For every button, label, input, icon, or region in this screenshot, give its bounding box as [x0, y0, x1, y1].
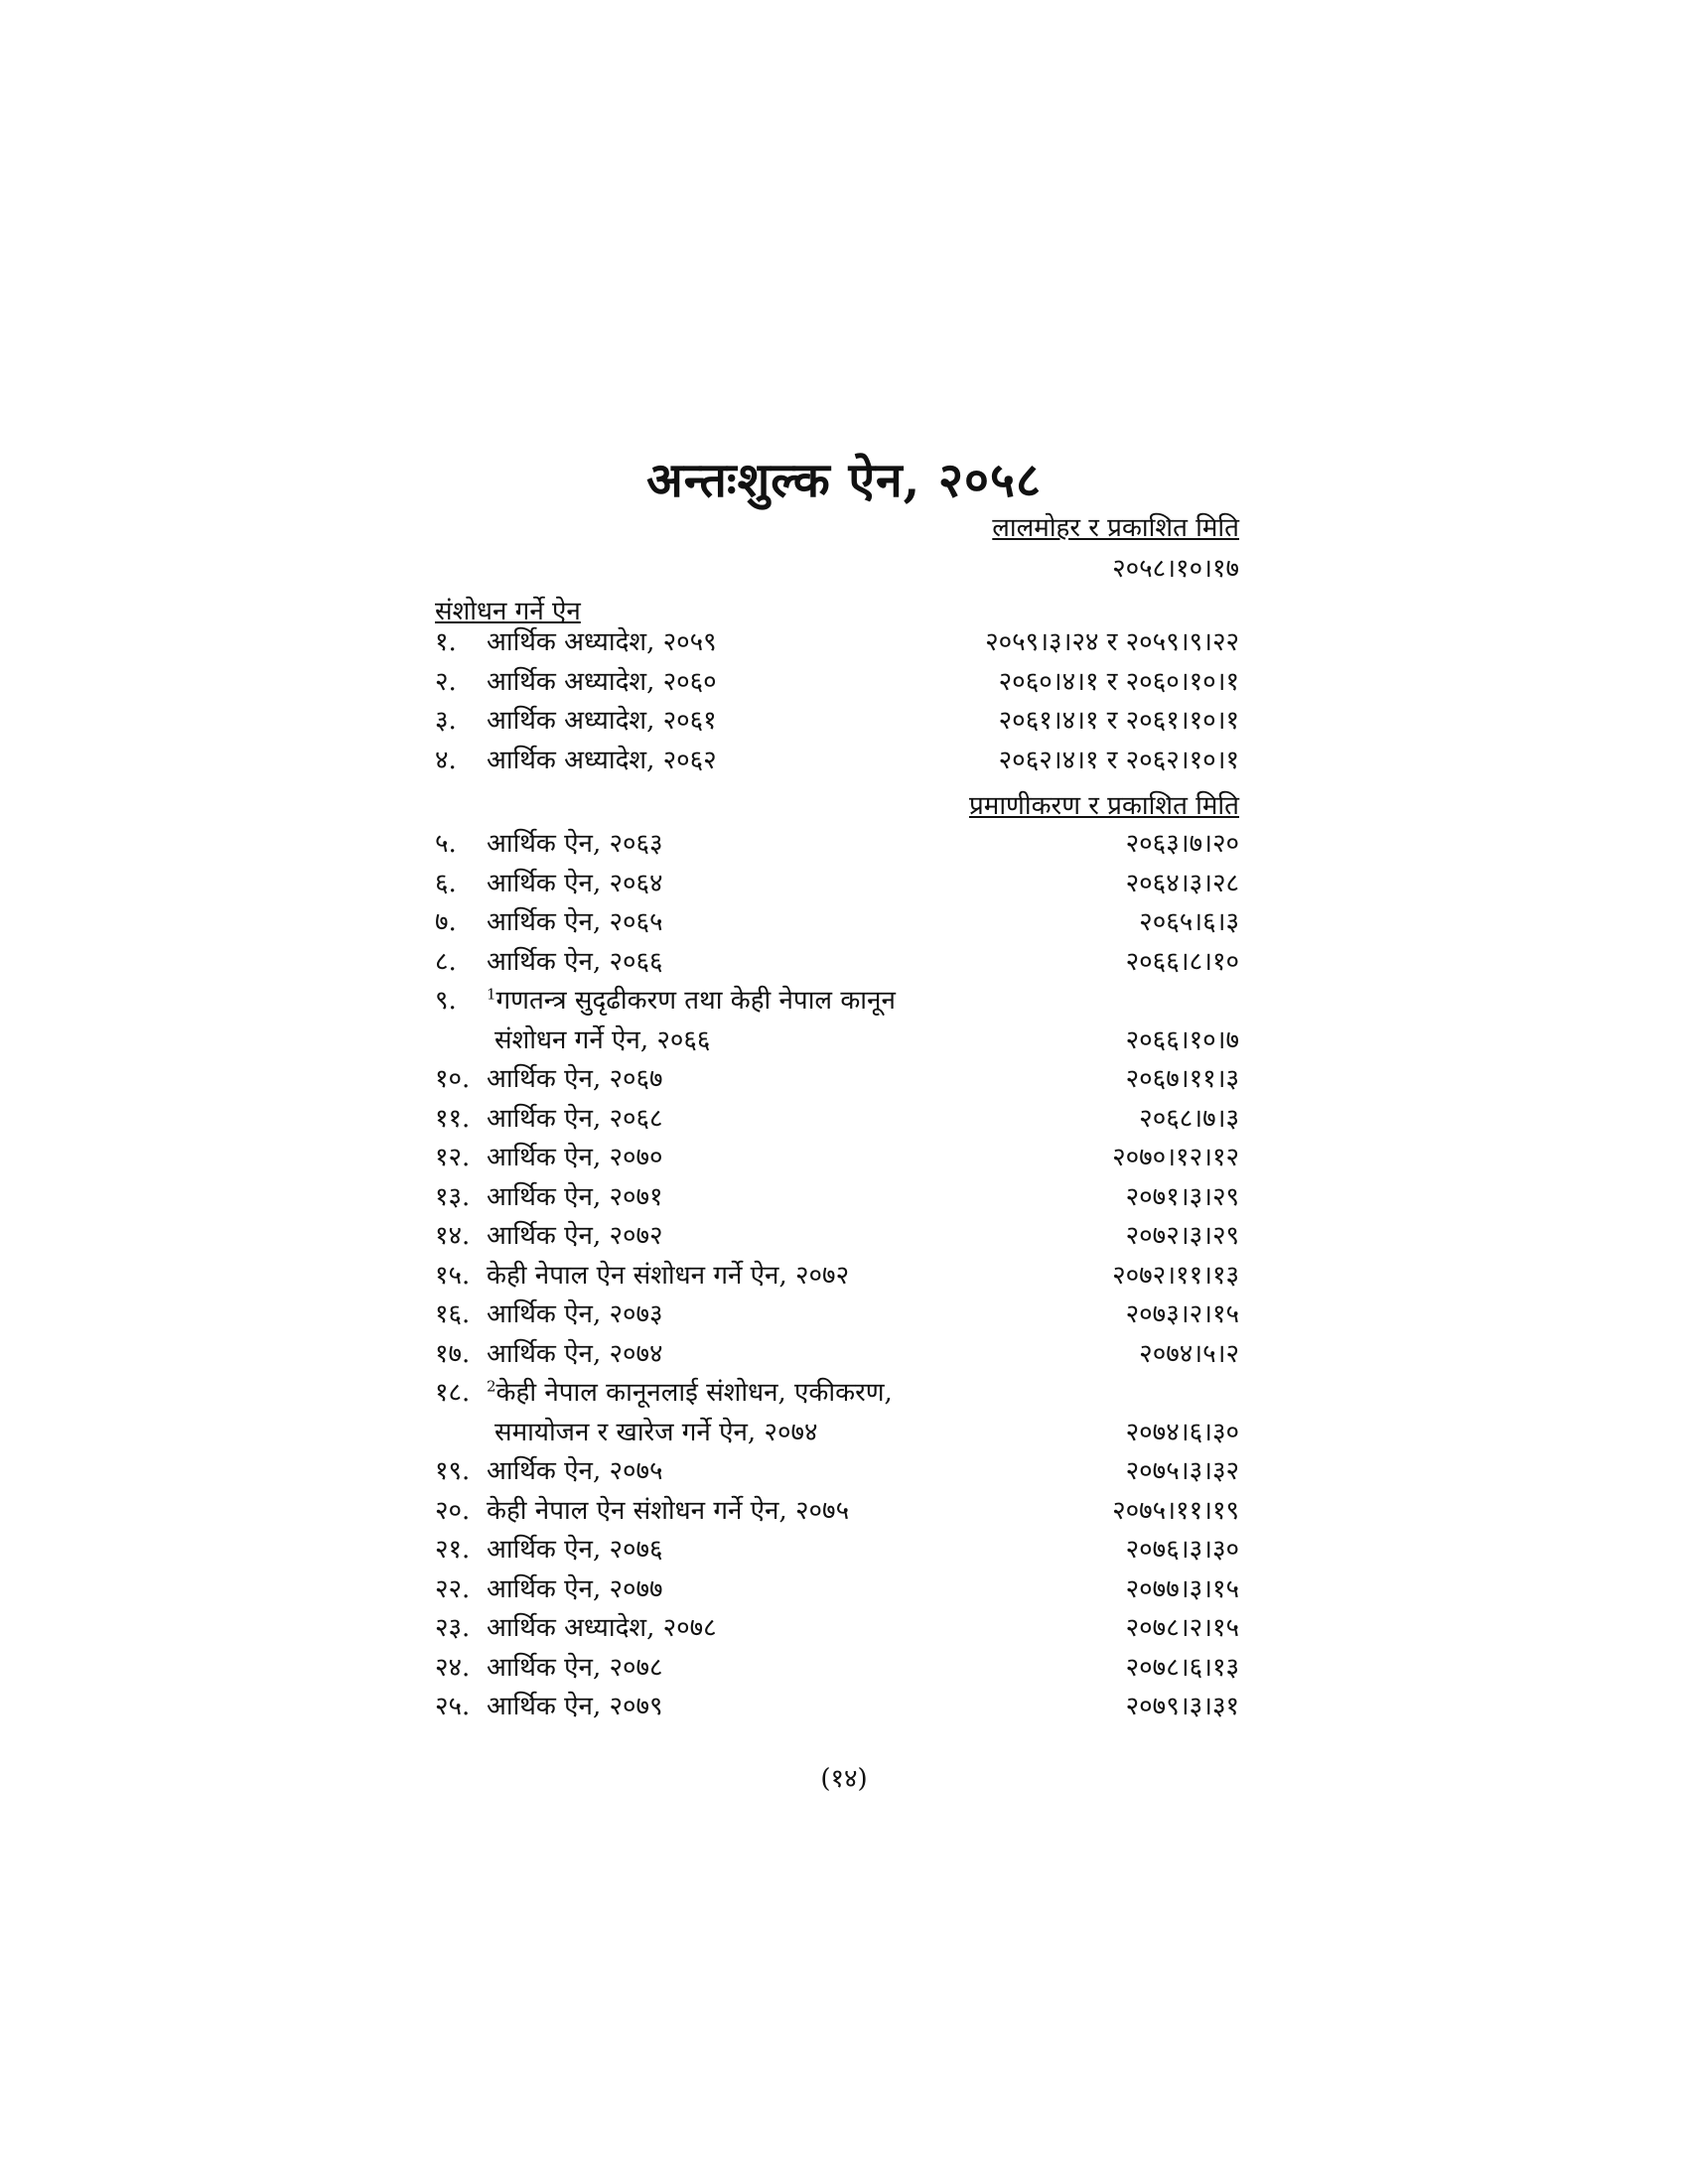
act-name	[487, 1492, 849, 1532]
item-number: १६.	[435, 1299, 471, 1329]
act-date: २०६६।८।१०	[1125, 946, 1239, 977]
act-name-line: आर्थिक ऐन, २०७२	[487, 1221, 663, 1251]
act-name-line: केही नेपाल ऐन संशोधन गर्ने ऐन, २०७५	[487, 1495, 850, 1526]
act-name	[487, 1570, 663, 1610]
act-name	[487, 1296, 663, 1335]
list-item	[435, 1531, 1239, 1570]
list-item	[435, 943, 1239, 983]
act-date: २०७२।३।२९	[1125, 1221, 1239, 1251]
act-date: २०७६।३।३०	[1125, 1535, 1239, 1565]
list-item	[435, 623, 1239, 663]
item-number: ९.	[435, 986, 457, 1016]
list-item	[435, 1688, 1239, 1727]
item-number: १२.	[435, 1143, 471, 1172]
act-date: २०७०।१२।१२	[1112, 1143, 1239, 1172]
item-number: ७.	[435, 907, 457, 937]
act-name	[487, 1335, 663, 1375]
list-item	[435, 1570, 1239, 1610]
act-date: २०६१।४।१ र २०६१।१०।१	[998, 706, 1239, 736]
act-name-line: आर्थिक ऐन, २०७६	[487, 1535, 663, 1565]
item-number: १०.	[435, 1064, 471, 1094]
seal-date-header: लालमोहर र प्रकाशित मिति	[992, 513, 1239, 543]
item-number: ६.	[435, 868, 457, 898]
authentication-date-header: प्रमाणीकरण र प्रकाशित मिति	[968, 791, 1239, 821]
list-item	[435, 903, 1239, 943]
act-name	[487, 1257, 849, 1297]
act-name-line: आर्थिक ऐन, २०७७	[487, 1573, 663, 1604]
act-name	[487, 742, 717, 781]
act-date: २०६५।६।३	[1139, 907, 1239, 937]
act-name-line: आर्थिक ऐन, २०६७	[487, 1064, 663, 1094]
list-item	[435, 982, 1239, 1060]
list-item	[435, 663, 1239, 703]
act-date: २०७७।३।१५	[1125, 1573, 1239, 1604]
act-name	[487, 1531, 663, 1570]
act-date: २०६४।३।२८	[1125, 868, 1239, 898]
act-name	[487, 1060, 663, 1100]
act-name	[487, 1100, 663, 1140]
act-date: २०७३।२।१५	[1125, 1299, 1239, 1329]
item-number: २.	[435, 666, 457, 697]
item-number: २२.	[435, 1573, 471, 1604]
act-name	[487, 1609, 717, 1649]
act-date: २०६८।७।३	[1139, 1103, 1239, 1134]
act-date: २०७५।११।१९	[1112, 1495, 1239, 1526]
act-name-line: आर्थिक अध्यादेश, २०६०	[487, 666, 717, 697]
item-number: ४.	[435, 745, 457, 775]
ordinance-list	[435, 623, 1239, 780]
act-date: २०७४।६।३०	[1125, 1417, 1239, 1447]
act-name-line: आर्थिक अध्यादेश, २०६१	[487, 706, 717, 736]
act-date: २०५९।३।२४ र २०५९।९।२२	[985, 627, 1239, 657]
footnote-marker: 2	[487, 1377, 496, 1396]
act-name-line: आर्थिक ऐन, २०७१	[487, 1181, 663, 1212]
act-name-line: आर्थिक ऐन, २०७८	[487, 1652, 663, 1683]
list-item	[435, 1492, 1239, 1532]
act-date: २०७९।३।३१	[1125, 1692, 1239, 1721]
item-number: ११.	[435, 1103, 471, 1134]
act-name	[487, 1452, 663, 1492]
list-item	[435, 1100, 1239, 1140]
list-item	[435, 865, 1239, 904]
act-name-line: आर्थिक ऐन, २०७९	[487, 1692, 663, 1721]
act-date: २०७८।२।१५	[1125, 1613, 1239, 1643]
list-item	[435, 1217, 1239, 1257]
act-name-line: आर्थिक अध्यादेश, २०७८	[487, 1613, 717, 1643]
act-name-line: आर्थिक ऐन, २०६३	[487, 829, 663, 859]
act-name-line: आर्थिक ऐन, २०६५	[487, 907, 663, 937]
act-name-line: आर्थिक ऐन, २०७३	[487, 1299, 663, 1329]
list-item	[435, 825, 1239, 865]
act-date: २०७८।६।१३	[1125, 1652, 1239, 1683]
act-date: २०७४।५।२	[1139, 1338, 1239, 1369]
act-name	[487, 1217, 663, 1257]
list-item	[435, 742, 1239, 781]
act-name-line: आर्थिक अध्यादेश, २०५९	[487, 627, 717, 657]
act-name-line: संशोधन गर्ने ऐन, २०६६	[494, 1024, 711, 1055]
seal-date: २०५८।१०।१७	[1112, 554, 1239, 584]
list-item	[435, 1296, 1239, 1335]
act-name	[487, 1649, 663, 1689]
item-number: १९.	[435, 1456, 471, 1486]
item-number: १३.	[435, 1181, 471, 1212]
act-name-line: आर्थिक ऐन, २०६६	[487, 946, 663, 977]
act-name	[487, 1374, 893, 1452]
item-number: २३.	[435, 1613, 471, 1643]
item-number: १५.	[435, 1260, 471, 1291]
act-name-line: आर्थिक ऐन, २०७४	[487, 1338, 663, 1369]
act-name	[487, 623, 717, 663]
act-date: २०६२।४।१ र २०६२।१०।१	[998, 745, 1239, 775]
act-name	[487, 825, 663, 865]
act-name	[487, 1688, 663, 1727]
act-name-line: केही नेपाल कानूनलाई संशोधन, एकीकरण,	[495, 1378, 893, 1408]
footnote-marker: 1	[487, 985, 496, 1004]
act-date: २०७५।३।३२	[1125, 1456, 1239, 1486]
list-item	[435, 1139, 1239, 1178]
act-name-line: गणतन्त्र सुदृढीकरण तथा केही नेपाल कानून	[495, 986, 896, 1016]
amending-acts-header: संशोधन गर्ने ऐन	[435, 597, 581, 626]
act-date: २०७१।३।२९	[1125, 1181, 1239, 1212]
act-name	[487, 903, 663, 943]
act-date: २०६६।१०।७	[1125, 1024, 1239, 1055]
item-number: २०.	[435, 1495, 471, 1526]
act-name	[487, 943, 663, 983]
list-item	[435, 1178, 1239, 1218]
list-item	[435, 1649, 1239, 1689]
act-name	[487, 702, 717, 742]
act-date: २०७२।११।१३	[1112, 1260, 1239, 1291]
act-name	[487, 865, 663, 904]
list-item	[435, 1257, 1239, 1297]
item-number: ३.	[435, 706, 457, 736]
page-number: (१४)	[820, 1764, 868, 1794]
act-name-line: आर्थिक ऐन, २०७०	[487, 1143, 663, 1172]
act-date: २०६०।४।१ र २०६०।१०।१	[998, 666, 1239, 697]
item-number: २१.	[435, 1535, 471, 1565]
act-name-line: केही नेपाल ऐन संशोधन गर्ने ऐन, २०७२	[487, 1260, 850, 1291]
item-number: २५.	[435, 1692, 471, 1721]
list-item	[435, 1609, 1239, 1649]
item-number: १.	[435, 627, 457, 657]
list-item	[435, 1060, 1239, 1100]
list-item	[435, 1335, 1239, 1375]
act-name	[487, 1139, 663, 1178]
act-name	[487, 982, 896, 1060]
act-date: २०६३।७।२०	[1125, 829, 1239, 859]
act-name	[487, 663, 717, 703]
act-name-line: समायोजन र खारेज गर्ने ऐन, २०७४	[494, 1417, 818, 1447]
list-item	[435, 702, 1239, 742]
item-number: १७.	[435, 1338, 471, 1369]
act-name-line: आर्थिक ऐन, २०६८	[487, 1103, 663, 1134]
act-name-line: आर्थिक अध्यादेश, २०६२	[487, 745, 717, 775]
act-list	[435, 825, 1239, 1727]
list-item	[435, 1452, 1239, 1492]
act-name-line: आर्थिक ऐन, २०६४	[487, 868, 663, 898]
act-name-line: आर्थिक ऐन, २०७५	[487, 1456, 663, 1486]
list-item	[435, 1374, 1239, 1452]
item-number: १८.	[435, 1378, 471, 1408]
item-number: २४.	[435, 1652, 471, 1683]
item-number: १४.	[435, 1221, 471, 1251]
item-number: ५.	[435, 829, 457, 859]
document-title: अन्तःशुल्क ऐन, २०५८	[646, 453, 1042, 508]
act-name	[487, 1178, 663, 1218]
item-number: ८.	[435, 946, 457, 977]
act-date: २०६७।११।३	[1125, 1064, 1239, 1094]
